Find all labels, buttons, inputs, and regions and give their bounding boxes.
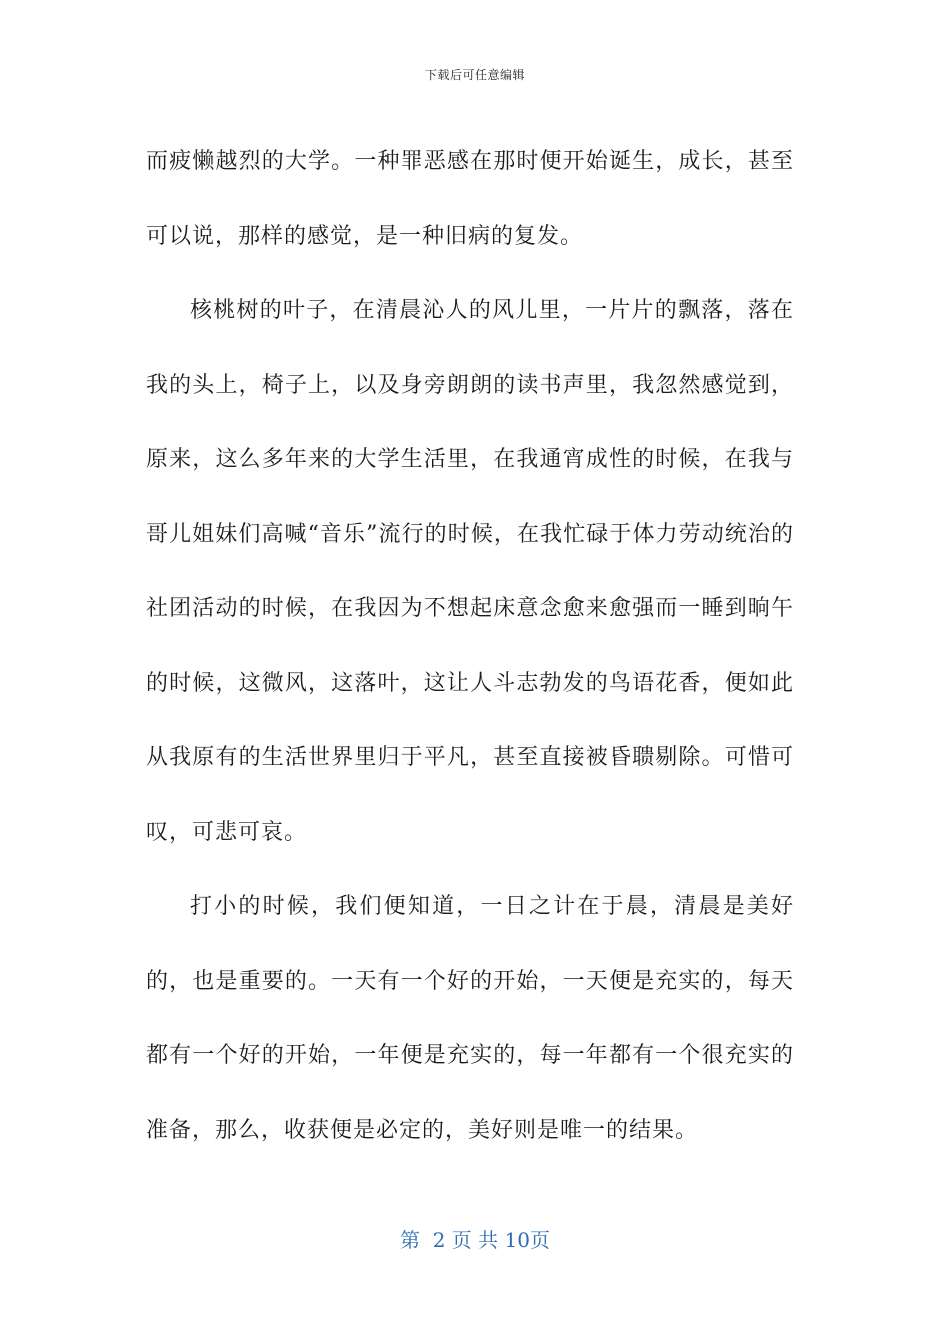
paragraph-1: 而疲懒越烈的大学。一种罪恶感在那时便开始诞生，成长，甚至可以说，那样的感觉，是一种旧病的复发。 [146,149,794,249]
page-header: 下载后可任意编辑 [424,68,525,82]
paragraph-3: 打小的时候，我们便知道，一日之计在于晨，清晨是美好的，也是重要的。一天有一个好的开始，一天便是充实的，每天都有一个好的开始，一年便是充实的，每一年都有一个很充实的准备，那么，收获便是必定的，美好则是唯一的结果。 [146,894,794,1143]
page-number-footer: 第 2 页 共 10页 [400,1228,550,1252]
document-body [146,125,794,1168]
paragraph-2: 核桃树的叶子，在清晨沁人的风儿里，一片片的飘落，落在我的头上，椅子上，以及身旁朗朗的读书声里，我忽然感觉到，原来，这么多年来的大学生活里，在我通宵成性的时候，在我与哥儿姐妹们高喊“音乐”流行的时候，在我忙碌于体力劳动统治的社团活动的时候，在我因为不想起床意念愈来愈强而一睡到晌午的时候，这微风，这落叶，这让人斗志勃发的鸟语花香，便如此从我原有的生活世界里归于平凡，甚至直接被昏聩剔除。可惜可叹，可悲可哀。 [146,298,794,845]
